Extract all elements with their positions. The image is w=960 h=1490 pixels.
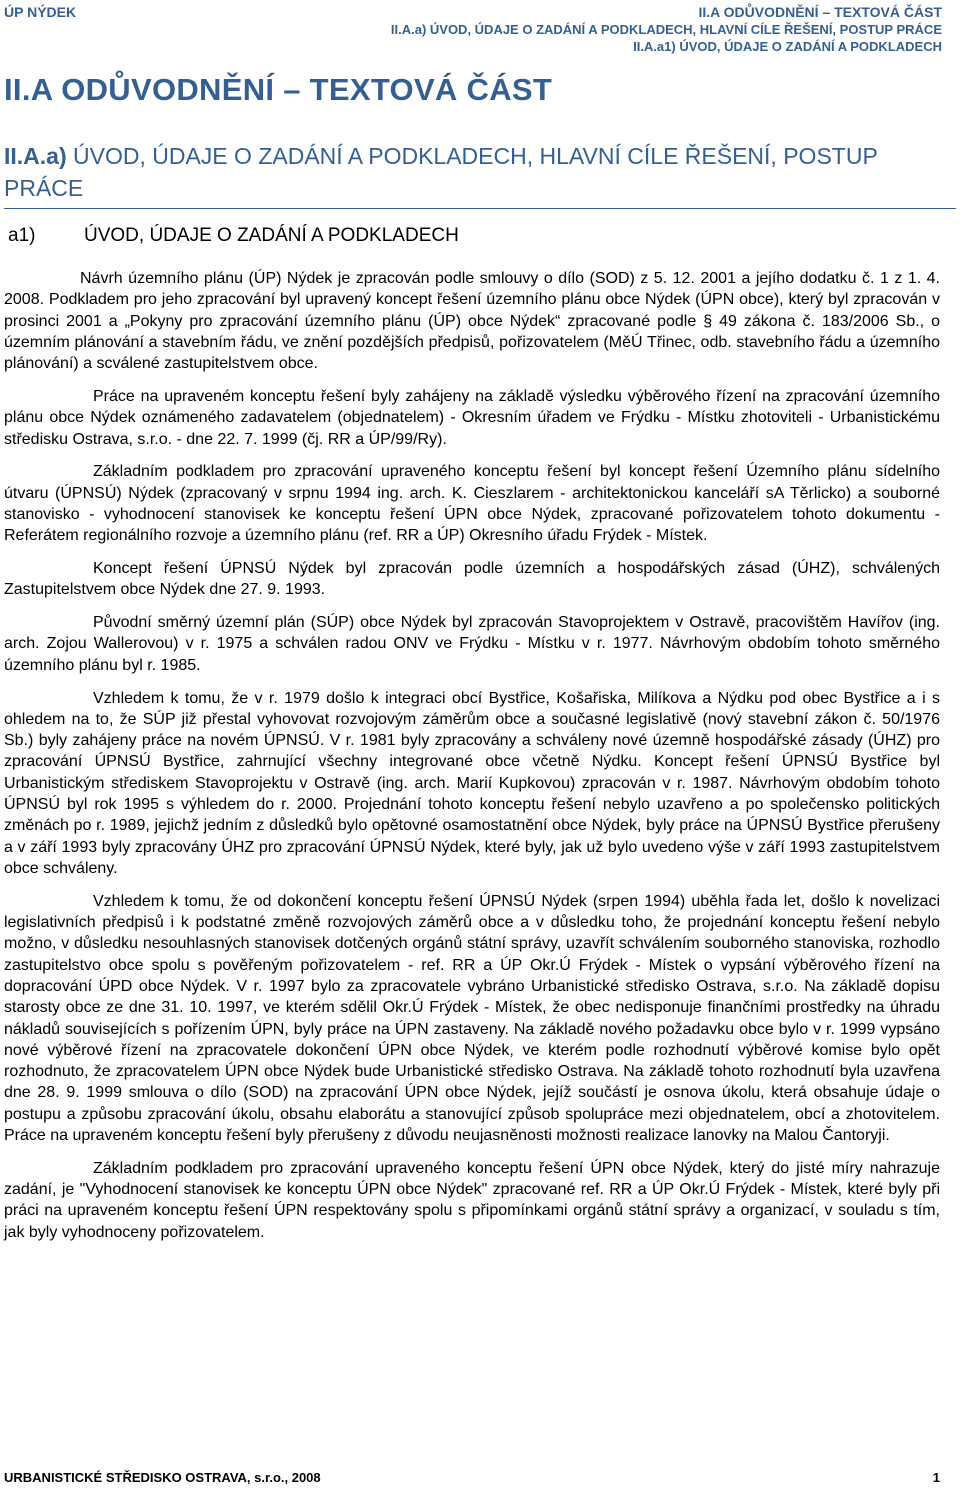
page-footer [4,1470,940,1488]
section-title: ÚVOD, ÚDAJE O ZADÁNÍ A PODKLADECH, HLAVNÍ CÍLE ŘEŠENÍ, POSTUP PRÁCE [4,143,878,201]
subsection-heading [8,225,459,247]
paragraph: Základním podkladem pro zpracování upraveného konceptu řešení byl koncept řešení Územního plánu sídelního útvaru (ÚPNSÚ) Nýdek (zpracovaný v srpnu 1994 ing. arch. K. Cieszlarem - architektonickou kanceláří sA Těrlicko) a souborné stanovisko - vyhodnocení stanovisek ke konceptu řešení ÚPN obce Nýdek, zpracované pořizovatelem tohoto dokumentu - Referátem regionálního rozvoje a územního plánu (ref. RR a ÚP) Okresního úřadu Frýdek - Místek. [4,463,940,545]
subsection-number: a1) [8,225,36,246]
header-document-name: ÚP NÝDEK [4,4,77,20]
paragraph: Základním podkladem pro zpracování upraveného konceptu řešení ÚPN obce Nýdek, který do jisté míry nahrazuje zadání, je "Vyhodnocení stanovisek ke konceptu ÚPN obce Nýdek" zpracované ref. RR a ÚP Okr.Ú Frýdek - Místek, které byly při práci na upraveném konceptu řešení ÚPN respektovány spolu s připomínkami orgánů státní správy a organizací, v souladu s tím, jak byly vyhodnoceny pořizovatelem. [4,1159,940,1241]
paragraph: Koncept řešení ÚPNSÚ Nýdek byl zpracován podle územních a hospodářských zásad (ÚHZ), schválených Zastupitelstvem obce Nýdek dne 27. 9. 1993. [4,560,940,599]
footer-company: URBANISTICKÉ STŘEDISKO OSTRAVA, s.r.o., 2008 [4,1470,321,1485]
paragraph: Vzhledem k tomu, že od dokončení konceptu řešení ÚPNSÚ Nýdek (srpen 1994) uběhla řada let, došlo k novelizaci legislativních předpisů i k podstatné změně rozvojových záměrů obce a v důsledku toho, že projednání konceptu řešení nebylo možno, v důsledku nesouhlasných stanovisek dotčených orgánů státní správy, uzavřít schválením souborného stanoviska, rozhodlo zastupitelstvo obce spolu s pověřeným pořizovatelem - ref. RR a ÚP Okr.Ú Frýdek - Místek o vypsání výběrového řízení na dopracování ÚPD obce Nýdek. V r. 1997 bylo za zpracovatele vybráno Urbanistické středisko Ostrava, s.r.o. Na základě dopisu starosty obce ze dne 31. 10. 1997, ve kterém sdělil Okr.Ú Frýdek - Místek, že obec nedisponuje finančními prostředky na úhradu nákladů souvisejících s pořízením ÚPN, byly práce na ÚPN zastaveny. Na základě nového požadavku obce bylo v r. 1999 vypsáno nové výběrové řízení na zpracovatele dokončení ÚPN obce Nýdek, ve kterém podle rozhodnutí výběrové komise bylo opět rozhodnuto, že zpracovatelem ÚPN obce Nýdek bude Urbanistické středisko Ostrava. Na základě tohoto rozhodnutí byla uzavřena dne 28. 9. 1999 smlouva o dílo (SOD) na zpracování ÚPN obce Nýdek, jejíž součástí je osnova úkolu, která obsahuje údaje o postupu a způsobu zpracování úkolu, obsahu elaborátu a stanovující způsob spolupráce mezi objednatelem, obcí a zhotovitelem. Práce na upraveném konceptu řešení byly přerušeny z důvodu neujasněnosti možnosti realizace lanovky na Malou Čantoryji. [4,892,940,1144]
body-text [4,268,940,1254]
header-section-path [391,4,942,55]
paragraph: Původní směrný územní plán (SÚP) obce Nýdek byl zpracován Stavoprojektem v Ostravě, pracovištěm Havířov (ing. arch. Zojou Wallerovou) v r. 1975 a schválen radou ONV ve Frýdku - Místku v r. 1977. Návrhovým obdobím tohoto směrného územního plánu byl r. 1985. [4,614,940,674]
header-line-part: II.A ODŮVODNĚNÍ – TEXTOVÁ ČÁST [698,4,942,20]
page-header [0,0,960,60]
header-line-section: II.A.a) ÚVOD, ÚDAJE O ZADÁNÍ A PODKLADECH, HLAVNÍ CÍLE ŘEŠENÍ, POSTUP PRÁCE [390,22,942,37]
paragraph: Práce na upraveném konceptu řešení byly zahájeny na základě výsledku výběrového řízení na zpracování územního plánu obce Nýdek oznámeného zadavatelem (objednatelem) - Okresním úřadem ve Frýdku - Místku zhotoviteli - Urbanistickému středisku Ostrava, s.r.o. - dne 22. 7. 1999 (čj. RR a ÚP/99/Ry). [4,387,940,448]
header-line-subsection: II.A.a1) ÚVOD, ÚDAJE O ZADÁNÍ A PODKLADECH [633,39,942,54]
section-divider [4,208,956,209]
page-number: 1 [932,1470,940,1485]
section-heading [4,140,954,204]
paragraph: Vzhledem k tomu, že v r. 1979 došlo k integraci obcí Bystřice, Košařiska, Milíkova a Nýdku pod obec Bystřice a i s ohledem na to, že SÚP již přestal vyhovovat rozvojovým záměrům obce a současné legislativě (nový stavební zákon č. 50/1976 Sb.) byly zahájeny práce na novém ÚPNSÚ. V r. 1981 byly zpracovány a schváleny nové územně hospodářské zásady (ÚHZ) pro zpracování ÚPNSÚ Bystřice, zahrnující všechny integrované obce včetně Nýdku. Koncept řešení ÚPNSÚ Bystřice byl Urbanistickým střediskem Stavoprojektu v Ostravě (ing. arch. Marií Kupkovou) zpracován v r. 1987. Návrhovým obdobím tohoto ÚPNSÚ byl rok 1995 s výhledem do r. 2000. Projednání tohoto konceptu řešení nebylo uzavřeno a po společensko politických změnách po r. 1989, jejichž jedním z důsledků bylo opětovné osamostatnění obce Nýdek, byly práce na ÚPNSÚ Bystřice přerušeny a v září 1993 byly zpracovány ÚHZ pro zpracování ÚPNSÚ Nýdek, které byly, jak už bylo uvedeno výše v září 1993 zastupitelstvem obce schváleny. [4,689,940,877]
subsection-title: ÚVOD, ÚDAJE O ZADÁNÍ A PODKLADECH [84,225,459,246]
page-title: II.A ODŮVODNĚNÍ – TEXTOVÁ ČÁST [4,72,553,107]
section-number: II.A.a) [4,143,67,169]
paragraph: Návrh územního plánu (ÚP) Nýdek je zpracován podle smlouvy o dílo (SOD) z 5. 12. 2001 a jejího dodatku č. 1 z 1. 4. 2008. Podkladem pro jeho zpracování byl upravený koncept řešení územního plánu obce Nýdek (ÚPN obce), který byl zpracován v prosinci 2001 a „Pokyny pro zpracování územního plánu (ÚP) obce Nýdek“ zpracované podle § 49 zákona č. 183/2006 Sb., o územním plánování a stavebním řádu, ve znění pozdějších předpisů, pořizovatelem (MěÚ Třinec, odb. stavebního řádu a územního plánování) a scválené zastupitelstvem obce. [4,270,940,373]
